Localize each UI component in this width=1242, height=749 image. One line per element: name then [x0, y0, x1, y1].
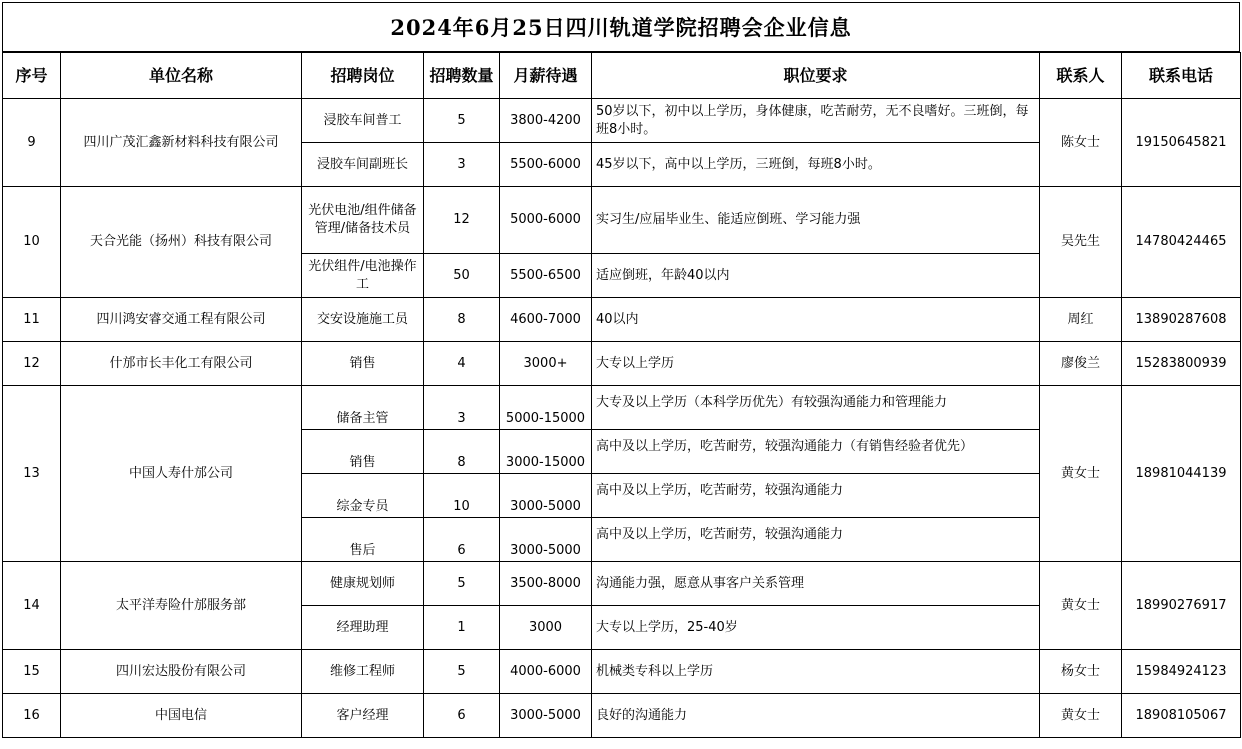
job-count: 12: [424, 187, 500, 254]
header-no: 序号: [3, 53, 61, 99]
job-position: 综金专员: [302, 474, 424, 518]
job-requirement: 40以内: [592, 298, 1040, 342]
header-phone: 联系电话: [1122, 53, 1241, 99]
job-count: 3: [424, 143, 500, 187]
job-salary: 3800-4200: [500, 99, 592, 143]
job-count: 5: [424, 650, 500, 694]
job-count: 8: [424, 430, 500, 474]
row-no: 14: [3, 562, 61, 650]
row-no: 11: [3, 298, 61, 342]
job-position: 客户经理: [302, 694, 424, 738]
job-requirement: 大专以上学历: [592, 342, 1040, 386]
header-salary: 月薪待遇: [500, 53, 592, 99]
contact-person: 吴先生: [1040, 187, 1122, 298]
job-salary: 5500-6500: [500, 254, 592, 298]
job-count: 10: [424, 474, 500, 518]
contact-phone: 18981044139: [1122, 386, 1241, 562]
job-requirement: 大专以上学历，25-40岁: [592, 606, 1040, 650]
job-requirement: 大专及以上学历（本科学历优先）有较强沟通能力和管理能力: [592, 386, 1040, 430]
job-count: 6: [424, 518, 500, 562]
job-position: 浸胶车间普工: [302, 99, 424, 143]
job-salary: 3000: [500, 606, 592, 650]
company-name: 中国人寿什邡公司: [61, 386, 302, 562]
job-salary: 5000-6000: [500, 187, 592, 254]
job-salary: 4000-6000: [500, 650, 592, 694]
row-no: 12: [3, 342, 61, 386]
job-position: 销售: [302, 342, 424, 386]
table-row: [3, 342, 1241, 386]
job-position: 售后: [302, 518, 424, 562]
table-row: [3, 386, 1241, 430]
sheet-title: 2024年6月25日四川轨道学院招聘会企业信息: [2, 2, 1240, 52]
job-requirement: 适应倒班，年龄40以内: [592, 254, 1040, 298]
contact-phone: 19150645821: [1122, 99, 1241, 187]
job-position: 浸胶车间副班长: [302, 143, 424, 187]
header-company: 单位名称: [61, 53, 302, 99]
table-row: [3, 298, 1241, 342]
header-requirement: 职位要求: [592, 53, 1040, 99]
contact-phone: 18990276917: [1122, 562, 1241, 650]
row-no: 10: [3, 187, 61, 298]
company-name: 中国电信: [61, 694, 302, 738]
company-name: 什邡市长丰化工有限公司: [61, 342, 302, 386]
job-requirement: 良好的沟通能力: [592, 694, 1040, 738]
job-requirement: 沟通能力强，愿意从事客户关系管理: [592, 562, 1040, 606]
job-count: 8: [424, 298, 500, 342]
job-requirement: 机械类专科以上学历: [592, 650, 1040, 694]
contact-person: 黄女士: [1040, 386, 1122, 562]
job-salary: 5000-15000: [500, 386, 592, 430]
company-name: 太平洋寿险什邡服务部: [61, 562, 302, 650]
row-no: 16: [3, 694, 61, 738]
contact-person: 黄女士: [1040, 562, 1122, 650]
table-row: [3, 650, 1241, 694]
job-salary: 3000-5000: [500, 518, 592, 562]
job-count: 50: [424, 254, 500, 298]
contact-person: 黄女士: [1040, 694, 1122, 738]
header-contact: 联系人: [1040, 53, 1122, 99]
job-count: 1: [424, 606, 500, 650]
job-count: 4: [424, 342, 500, 386]
row-no: 9: [3, 99, 61, 187]
job-requirement: 高中及以上学历，吃苦耐劳，较强沟通能力: [592, 474, 1040, 518]
job-count: 3: [424, 386, 500, 430]
table-row: [3, 694, 1241, 738]
row-no: 15: [3, 650, 61, 694]
contact-phone: 18908105067: [1122, 694, 1241, 738]
job-position: 经理助理: [302, 606, 424, 650]
contact-person: 廖俊兰: [1040, 342, 1122, 386]
job-requirement: 50岁以下，初中以上学历，身体健康，吃苦耐劳，无不良嗜好。三班倒，每班8小时。: [592, 99, 1040, 143]
company-name: 四川广茂汇鑫新材料科技有限公司: [61, 99, 302, 187]
job-position: 交安设施施工员: [302, 298, 424, 342]
job-salary: 3000-15000: [500, 430, 592, 474]
contact-phone: 15283800939: [1122, 342, 1241, 386]
job-requirement: 实习生/应届毕业生、能适应倒班、学习能力强: [592, 187, 1040, 254]
job-count: 5: [424, 562, 500, 606]
contact-person: 周红: [1040, 298, 1122, 342]
job-position: 维修工程师: [302, 650, 424, 694]
header-row: [3, 53, 1241, 99]
contact-person: 陈女士: [1040, 99, 1122, 187]
job-position: 健康规划师: [302, 562, 424, 606]
table-row: [3, 187, 1241, 254]
job-position: 储备主管: [302, 386, 424, 430]
job-salary: 3000+: [500, 342, 592, 386]
job-salary: 4600-7000: [500, 298, 592, 342]
job-requirement: 45岁以下，高中以上学历，三班倒，每班8小时。: [592, 143, 1040, 187]
contact-phone: 14780424465: [1122, 187, 1241, 298]
company-name: 四川宏达股份有限公司: [61, 650, 302, 694]
job-count: 6: [424, 694, 500, 738]
company-name: 天合光能（扬州）科技有限公司: [61, 187, 302, 298]
job-salary: 5500-6000: [500, 143, 592, 187]
table-row: [3, 562, 1241, 606]
table-row: [3, 99, 1241, 143]
job-position: 光伏电池/组件储备管理/储备技术员: [302, 187, 424, 254]
job-count: 5: [424, 99, 500, 143]
job-requirement: 高中及以上学历，吃苦耐劳，较强沟通能力: [592, 518, 1040, 562]
header-count: 招聘数量: [424, 53, 500, 99]
contact-phone: 15984924123: [1122, 650, 1241, 694]
company-name: 四川鸿安睿交通工程有限公司: [61, 298, 302, 342]
company-table: [2, 52, 1241, 738]
job-salary: 3000-5000: [500, 694, 592, 738]
contact-phone: 13890287608: [1122, 298, 1241, 342]
job-requirement: 高中及以上学历，吃苦耐劳，较强沟通能力（有销售经验者优先）: [592, 430, 1040, 474]
header-position: 招聘岗位: [302, 53, 424, 99]
job-position: 光伏组件/电池操作工: [302, 254, 424, 298]
job-salary: 3000-5000: [500, 474, 592, 518]
job-position: 销售: [302, 430, 424, 474]
row-no: 13: [3, 386, 61, 562]
job-salary: 3500-8000: [500, 562, 592, 606]
contact-person: 杨女士: [1040, 650, 1122, 694]
